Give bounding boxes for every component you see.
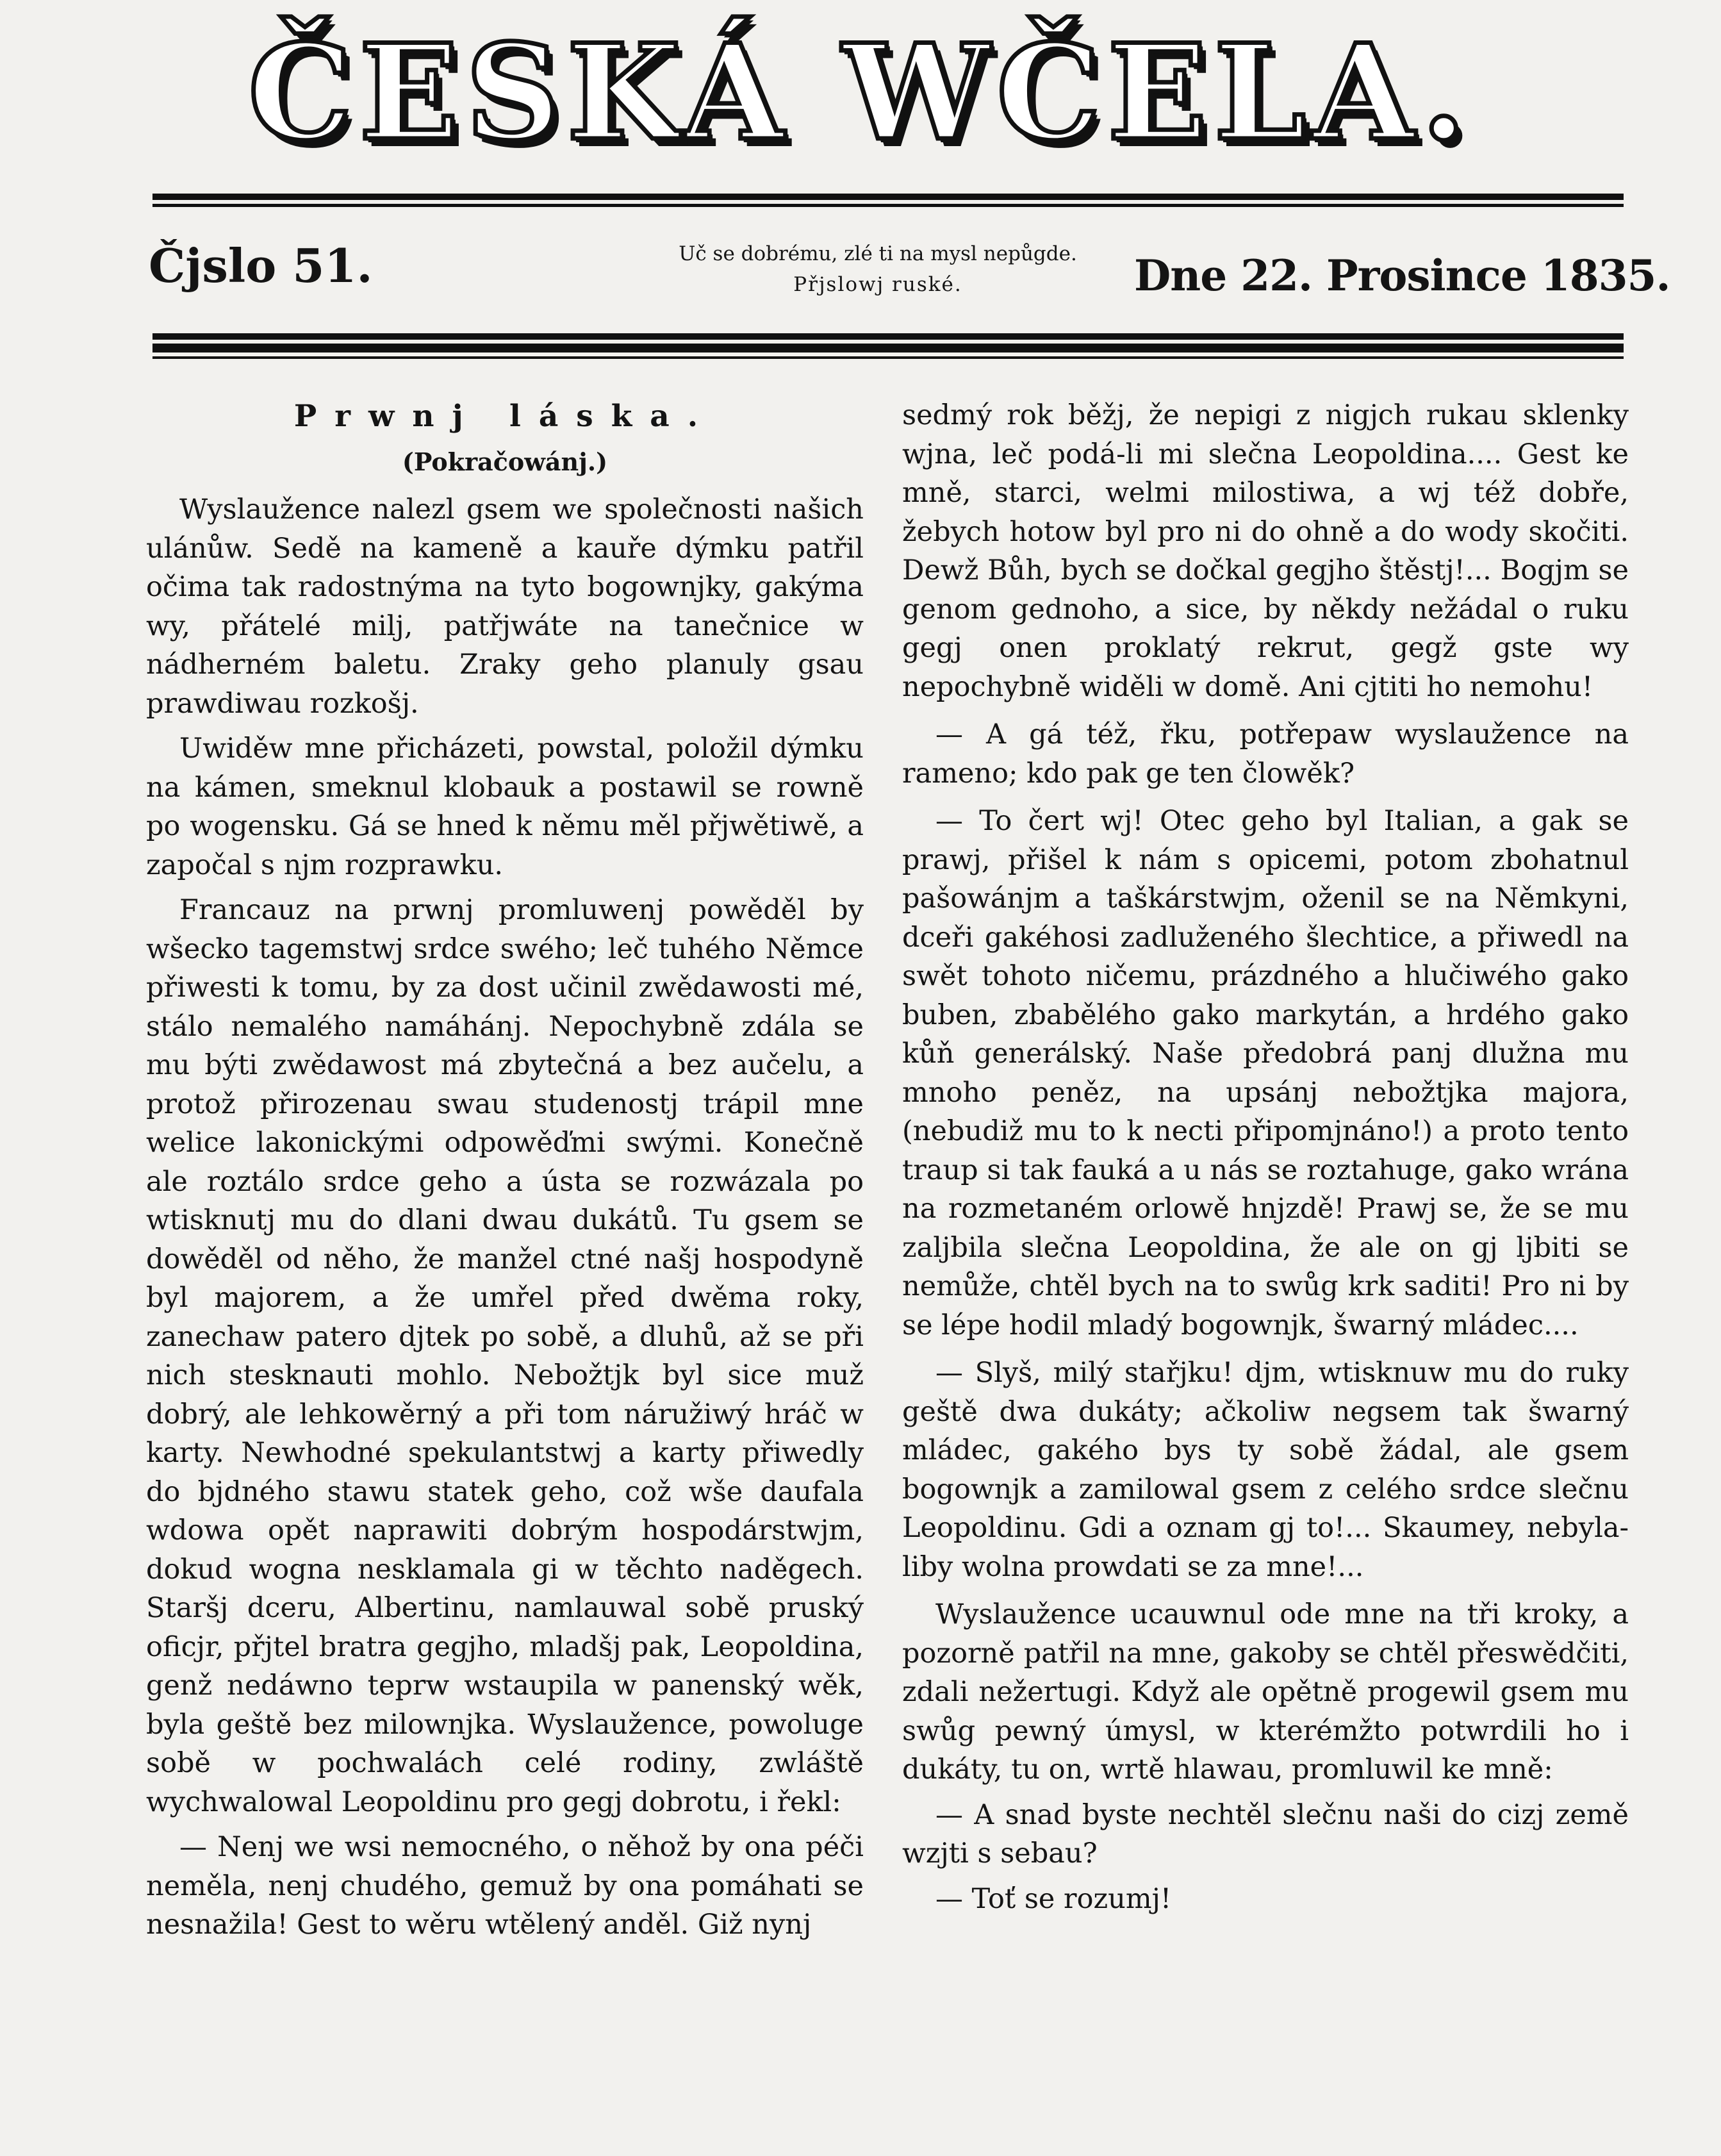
paragraph: — To čert wj! Otec geho byl Italian, a gak se prawj, přišel k nám s opicemi, potom zbohatnul pašowánjm a taškárstwjm, oženil se na Němkyni, dceři gakéhosi zadluženého šlechtice, a přiwedl na swět tohoto ničemu, prázdného a hlučiwého gako buben, zbabělého gako markytán, a hrdého gako kůň generálský. Naše předobrá panj dlužna mu mnoho peněz, na upsánj nebožtjka majora, (nebudiž mu to k necti připomjnáno!) a proto tento traup si tak fauká a u nás se roztahuge, gako wrána na rozmetaném orlowě hnjzdě! Prawj se, že se mu zaljbila slečna Leopoldina, že ale on gj ljbiti se nemůže, chtěl bych na to swůg krk saditi! Pro ni by se lépe hodil mladý bogownjk, šwarný mládec....	[902, 805, 1629, 1341]
header-rule-bottom-thin	[152, 356, 1624, 359]
header-rule-top	[152, 194, 1624, 200]
paragraph: — Nenj we wsi nemocného, o něhož by ona péči neměla, nenj chudého, gemuž by ona pomáhati se nesnažila! Gest to wěru wtělený anděl. Giž nynj	[146, 1831, 864, 1941]
motto-block	[615, 238, 1140, 309]
newspaper-title: ČESKÁ WČELA.	[248, 16, 1473, 170]
header-rule-top-thin	[152, 204, 1624, 207]
paragraph: Wyslaužence ucauwnul ode mne na tři kroky, a pozorně patřil na mne, gakoby se chtěl přeswědčiti, zdali nežertugi. Když ale opětně progewil gsem mu swůg pewný úmysl, w kterémžto potwrdili ho i dukáty, tu on, wrtě hlawau, promluwil ke mně:	[902, 1598, 1629, 1786]
issue-date: Dne 22. Prosince 1835.	[1134, 251, 1670, 301]
motto-text: Uč se dobrému, zlé ti na mysl nepůgde.	[679, 242, 1077, 265]
header-rule-bottom-thick	[152, 344, 1624, 352]
paragraph: — Toť se rozumj!	[935, 1882, 1172, 1915]
right-column	[902, 396, 1629, 1925]
masthead	[0, 13, 1721, 173]
motto-source: Přjslowj ruské.	[793, 273, 962, 296]
article-title: Prwnj láska.	[293, 399, 716, 434]
header-rule-bottom	[152, 333, 1624, 340]
left-column	[146, 397, 864, 1951]
paragraph: Francauz na prwnj promluwenj powěděl by wšecko tagemstwj srdce swého; leč tuhého Němce přiwesti k tomu, by za dost učinil zwědawosti mé, stálo nemalého namáhánj. Nepochybně zdála se mu býti zwědawost má zbytečná a bez aučelu, a protož přirozenau swau studenostj trápil mne welice lakonickými odpowěďmi swými. Konečně ale roztálo srdce geho a ústa se rozwázala po wtisknutj mu do dlani dwau dukátů. Tu gsem se dowěděl od něho, že manžel ctné našj hospodyně byl majorem, a že umřel před dwěma roky, zanechaw patero djtek po sobě, a dluhů, až se při nich stesknauti mohlo. Nebožtjk byl sice muž dobrý, ale lehkowěrný a při tom náružiwý hráč w karty. Newhodné spekulantstwj a karty přiwedly do bjdného stawu statek geho, což wše daufala wdowa opět naprawiti dobrým hospodárstwjm, dokud wogna nesklamala gi w těchto naděgech. Staršj dceru, Albertinu, namlauwal sobě pruský oficjr, přjtel bratra gegjho, mladšj pak, Leopoldina, genž nedáwno teprw wstaupila w panenský wěk, byla geště bez milownjka. Wyslaužence, powoluge sobě w pochwalách celé rodiny, zwláště wychwalowal Leopoldinu pro gegj dobrotu, i řekl:	[146, 894, 864, 1818]
issue-number: Čjslo 51.	[149, 238, 373, 293]
paragraph: — Slyš, milý stařjku! djm, wtisknuw mu do ruky geště dwa dukáty; ačkoliw negsem tak šwarný mládec, gakého bys ty sobě žádal, ale gsem bogownjk a zamilowal gsem z celého srdce slečnu Leopoldinu. Gdi a oznam gj to!... Skaumey, nebyla-liby wolna prowdati se za mne!...	[902, 1357, 1629, 1583]
paragraph: Wyslaužence nalezl gsem we společnosti našich ulánůw. Sedě na kameně a kauře dýmku patřil očima tak radostnýma na tyto bogownjky, gakýma wy, přátelé milj, patřjwáte na tanečnice w nádherném baletu. Zraky geho planuly gsau prawdiwau rozkošj.	[146, 493, 864, 720]
article-subtitle: (Pokračowánj.)	[402, 447, 608, 476]
paragraph: Uwiděw mne přicházeti, powstal, položil dýmku na kámen, smeknul klobauk a postawil se rowně po wogensku. Gá se hned k němu měl přjwětiwě, a započal s njm rozprawku.	[146, 733, 864, 881]
paragraph: — A snad byste nechtěl slečnu naši do cizj země wzjti s sebau?	[902, 1798, 1629, 1870]
paragraph: — A gá též, řku, potřepaw wyslaužence na rameno; kdo pak ge ten člowěk?	[902, 718, 1629, 790]
paragraph: sedmý rok běžj, že nepigi z nigjch rukau sklenky wjna, leč podá-li mi slečna Leopoldina.... Gest ke mně, starci, welmi milostiwa, a wj též dobře, žebych hotow byl pro ni do ohně a do wody skočiti. Dewž Bůh, bych se dočkal gegjho štěstj!... Bogjm se genom gednoho, a sice, by někdy nežádal o ruku gegj onen proklatý rekrut, gegž gste wy nepochybně widěli w domě. Ani cjtiti ho nemohu!	[902, 399, 1629, 703]
